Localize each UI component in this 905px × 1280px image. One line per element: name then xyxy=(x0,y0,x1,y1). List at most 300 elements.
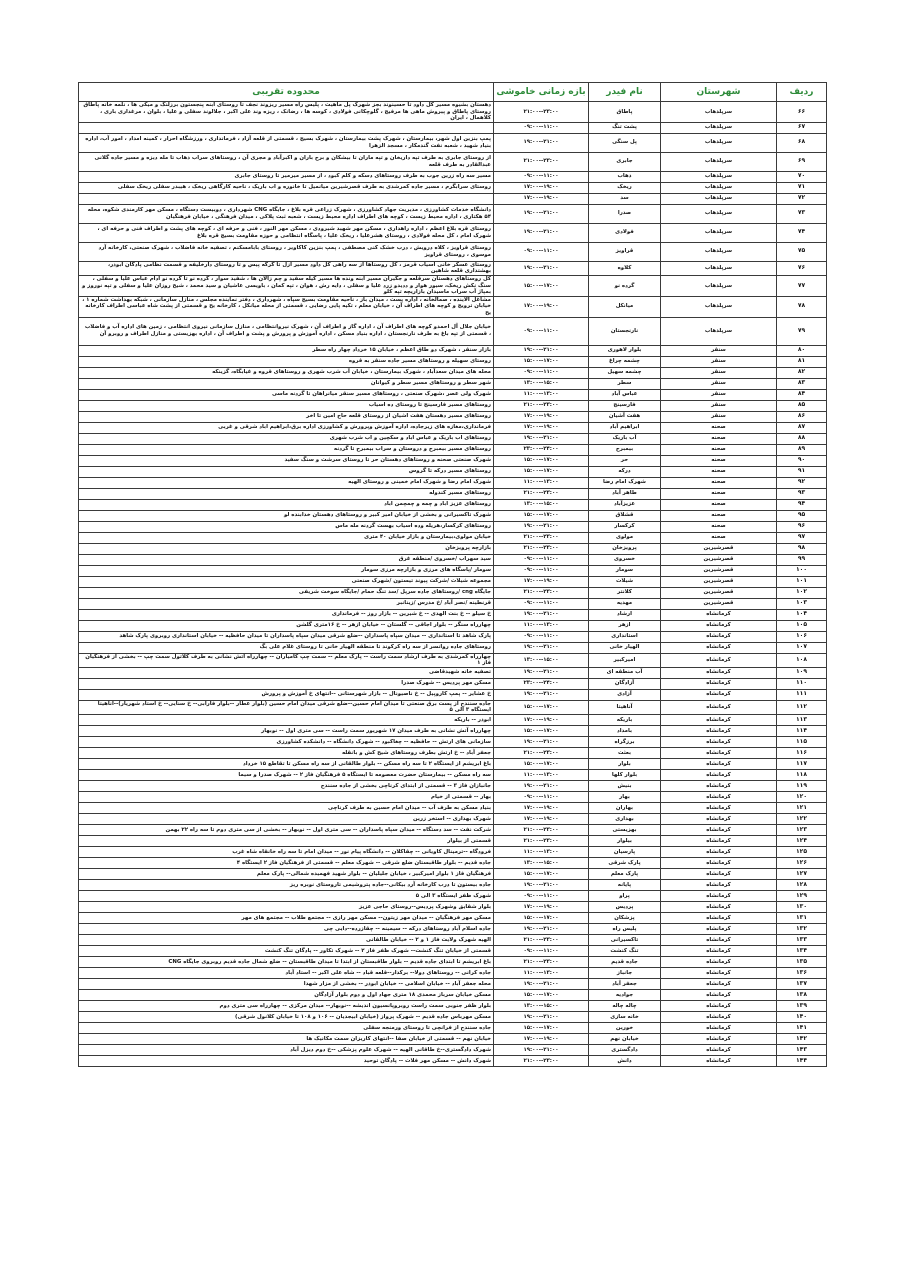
row-number-cell: ۱۳۷ xyxy=(777,978,827,989)
city-cell: کرمانشاه xyxy=(661,1044,777,1055)
outage-hours-cell: ۱۷:۰۰--۱۹:۰۰ xyxy=(494,802,589,813)
table-row xyxy=(79,345,827,356)
table-row xyxy=(79,758,827,769)
table-row xyxy=(79,890,827,901)
table-row xyxy=(79,389,827,400)
outage-hours-cell: ۱۱:۰۰--۱۳:۰۰ xyxy=(494,967,589,978)
city-cell: صحنه xyxy=(661,532,777,543)
outage-hours-cell: ۲۳:۰۰--۲۴:۰۰ xyxy=(494,678,589,689)
row-number-cell: ۱۳۸ xyxy=(777,989,827,1000)
city-cell: سرپلذهاب xyxy=(661,182,777,193)
row-number-cell: ۹۲ xyxy=(777,477,827,488)
table-row xyxy=(79,296,827,317)
outage-hours-cell: ۱۵:۰۰--۱۷:۰۰ xyxy=(494,455,589,466)
row-number-cell: ۱۴۰ xyxy=(777,1011,827,1022)
city-cell: سنقر xyxy=(661,411,777,422)
area-cell: شهرک ظفر ایستگاه ۳ الی ۵ xyxy=(79,890,494,901)
area-cell: مشاغل آلاینده ، صمالخانه ، اداره پست ، میدان باز ، ناحیه مقاومت بسیج سپاه ، شهرداری ، دفتر نماینده مجلس ، منازل سازمانی ، شبکه بهداشت شماره ۱ ، خیابان ترویج و کوچه های اطراف آن ، خیابان معلم ، تکیه پایی رضایی ، قسمتی از محله میانکل ، کارخانه یخ و قسمتی از پشت شاه عباسی اطراف کارخانه یخ xyxy=(79,296,494,317)
feeder-cell: امیرکبیر xyxy=(589,653,661,667)
city-cell: صحنه xyxy=(661,488,777,499)
feeder-cell: بهار xyxy=(589,791,661,802)
table-row xyxy=(79,967,827,978)
table-row xyxy=(79,532,827,543)
outage-hours-cell: ۱۳:۰۰--۱۵:۰۰ xyxy=(494,1000,589,1011)
table-row xyxy=(79,223,827,242)
row-number-cell: ۱۰۶ xyxy=(777,631,827,642)
table-row xyxy=(79,934,827,945)
feeder-cell: عباس آباد xyxy=(589,389,661,400)
table-row xyxy=(79,275,827,296)
feeder-cell: جانباز xyxy=(589,967,661,978)
city-cell: کرمانشاه xyxy=(661,824,777,835)
area-cell: مسکن مهرباس جاده قدیم -- شهرک پرواز (خیابان ابیجدیان -- ۱۰۶ و ۱۰۸ تا خیابان کلانول شرقی) xyxy=(79,1011,494,1022)
outage-hours-cell: ۰۹:۰۰--۱۱:۰۰ xyxy=(494,554,589,565)
feeder-cell: سومار xyxy=(589,565,661,576)
outage-hours-cell: ۱۹:۰۰--۲۱:۰۰ xyxy=(494,133,589,152)
row-number-cell: ۷۵ xyxy=(777,242,827,261)
row-number-cell: ۱۳۹ xyxy=(777,1000,827,1011)
row-number-cell: ۹۹ xyxy=(777,554,827,565)
city-cell: کرمانشاه xyxy=(661,1055,777,1066)
row-number-cell: ۶۷ xyxy=(777,122,827,133)
outage-hours-cell: ۱۷:۰۰--۱۹:۰۰ xyxy=(494,901,589,912)
feeder-cell: درکه xyxy=(589,466,661,477)
area-cell: مسیر سه راه زرین جوب به طرف روستاهای دسکه و کلم کبود ، از مسیر میرمیر تا روستای جابری xyxy=(79,171,494,182)
outage-hours-cell: ۱۵:۰۰--۱۷:۰۰ xyxy=(494,275,589,296)
row-number-cell: ۸۵ xyxy=(777,400,827,411)
outage-hours-cell: ۱۹:۰۰--۲۱:۰۰ xyxy=(494,879,589,890)
row-number-cell: ۱۰۲ xyxy=(777,587,827,598)
table-row xyxy=(79,609,827,620)
feeder-cell: سطر xyxy=(589,378,661,389)
table-row xyxy=(79,422,827,433)
row-number-cell: ۷۰ xyxy=(777,171,827,182)
row-number-cell: ۱۳۰ xyxy=(777,901,827,912)
feeder-cell: حر xyxy=(589,455,661,466)
table-row xyxy=(79,813,827,824)
outage-hours-cell: ۱۹:۰۰--۲۱:۰۰ xyxy=(494,1044,589,1055)
city-cell: کرمانشاه xyxy=(661,653,777,667)
outage-hours-cell: ۱۷:۰۰--۱۹:۰۰ xyxy=(494,193,589,204)
feeder-cell: گرده نو xyxy=(589,275,661,296)
row-number-cell: ۱۴۴ xyxy=(777,1055,827,1066)
row-number-cell: ۱۴۳ xyxy=(777,1044,827,1055)
table-row xyxy=(79,242,827,261)
city-cell: سنقر xyxy=(661,389,777,400)
area-cell: محله های میدان سعدآباد ، شهرک بیمارستان ، خیابان آب شرب شهری و روستاهای قروه و غیابگاه، گزینکه xyxy=(79,367,494,378)
outage-hours-cell: ۱۵:۰۰--۱۷:۰۰ xyxy=(494,466,589,477)
city-cell: سرپلذهاب xyxy=(661,152,777,171)
feeder-cell: صدرا xyxy=(589,204,661,223)
outage-hours-cell: ۲۱:۰۰--۲۳:۰۰ xyxy=(494,152,589,171)
row-number-cell: ۸۳ xyxy=(777,378,827,389)
feeder-cell: خیابان نهم xyxy=(589,1033,661,1044)
table-row xyxy=(79,945,827,956)
city-cell: صحنه xyxy=(661,510,777,521)
city-cell: سرپلذهاب xyxy=(661,171,777,182)
table-row xyxy=(79,912,827,923)
feeder-cell: کلانتر xyxy=(589,587,661,598)
area-cell: باغ ابریشم تا ابتدای جاده قدیم -- بلوار طاقبستان از ابتدا تا میدان طاقبستان -- ضلع شمال جاده قدیم روبروی جایگاه CNG xyxy=(79,956,494,967)
feeder-cell: استانداری xyxy=(589,631,661,642)
table-row xyxy=(79,736,827,747)
city-cell: قصرشیرین xyxy=(661,543,777,554)
feeder-cell: چشمه سهیل xyxy=(589,367,661,378)
outage-hours-cell: ۱۹:۰۰--۲۱:۰۰ xyxy=(494,433,589,444)
city-cell: کرمانشاه xyxy=(661,1022,777,1033)
city-cell: کرمانشاه xyxy=(661,835,777,846)
outage-hours-cell: ۱۹:۰۰--۲۱:۰۰ xyxy=(494,1011,589,1022)
row-number-cell: ۷۴ xyxy=(777,223,827,242)
city-cell: کرمانشاه xyxy=(661,620,777,631)
row-number-cell: ۱۳۲ xyxy=(777,923,827,934)
city-cell: کرمانشاه xyxy=(661,791,777,802)
city-cell: سرپلذهاب xyxy=(661,133,777,152)
table-row xyxy=(79,923,827,934)
city-cell: کرمانشاه xyxy=(661,642,777,653)
row-number-cell: ۸۰ xyxy=(777,345,827,356)
area-cell: روستاهای جاده روانسر از سه راه کرکوند تا منطقه الهیار خانی تا روستای غلام علی بگ xyxy=(79,642,494,653)
city-cell: کرمانشاه xyxy=(661,879,777,890)
area-cell: مسکن مهر پردیس -- شهرک صدرا xyxy=(79,678,494,689)
row-number-cell: ۱۳۱ xyxy=(777,912,827,923)
outage-hours-cell: ۲۱:۰۰--۲۳:۰۰ xyxy=(494,1055,589,1066)
feeder-cell: شیلات xyxy=(589,576,661,587)
feeder-cell: کرکسار xyxy=(589,521,661,532)
table-row xyxy=(79,378,827,389)
row-number-cell: ۱۳۵ xyxy=(777,956,827,967)
feeder-cell: آب منطقه ای xyxy=(589,667,661,678)
city-cell: قصرشیرین xyxy=(661,598,777,609)
area-cell: ابوذر -- باریکه xyxy=(79,714,494,725)
city-cell: سرپلذهاب xyxy=(661,122,777,133)
feeder-cell: بهداری xyxy=(589,813,661,824)
area-cell: شهرک بهداری -- استخر زرین xyxy=(79,813,494,824)
row-number-cell: ۷۱ xyxy=(777,182,827,193)
table-row xyxy=(79,356,827,367)
city-cell: کرمانشاه xyxy=(661,923,777,934)
row-number-cell: ۸۴ xyxy=(777,389,827,400)
area-cell: جاده قدیم -- بلوار طاقبستان ضلع شرقی -- شهرک معلم -- قسمتی از فرهنگیان فاز ۲ ایستگاه ۴ xyxy=(79,857,494,868)
city-cell: کرمانشاه xyxy=(661,609,777,620)
feeder-cell: پردیس xyxy=(589,901,661,912)
area-cell: دهستان بشیوه مسیر کل داود تا حسینوند بجز شهرک پل ماهیت ، پلیس راه مسیر ریزوند نجف تا روستای آبنه پنجستون برزلنگ و میکی ها ، نلمه خانه پاطاق روستای پاطاق و پیروش ماهی ها مرفیج ، گلوچکانی فولادی ، کوسه ها ، رضانک ، ریزه وند علی اکبر ، جلالوند سفلی و علیا ، بلوان ، مرغداری باری ، کلاهمال ، ایران xyxy=(79,102,494,123)
outage-hours-cell: ۱۱:۰۰--۱۳:۰۰ xyxy=(494,620,589,631)
outage-hours-cell: ۲۱:۰۰--۲۳:۰۰ xyxy=(494,956,589,967)
table-row xyxy=(79,521,827,532)
area-cell: پمپ بنزین اول شهر، بیمارستان ، شهرک پشت بیمارستان ، شهرک بسیج ، قسمتی از قلعه آزاد ، فرمانداری ، ورزشگاه احرار ، کمینه امداد ، امور آب، اداره بنیاد شهید ، شعبه نفت گندمکار ، مسجد الزهرا xyxy=(79,133,494,152)
feeder-cell: خانه سازی xyxy=(589,1011,661,1022)
table-row xyxy=(79,700,827,714)
table-row xyxy=(79,554,827,565)
outage-hours-cell: ۲۱:۰۰--۲۳:۰۰ xyxy=(494,532,589,543)
outage-hours-cell: ۱۷:۰۰--۱۹:۰۰ xyxy=(494,714,589,725)
area-cell: شهرک امام رضا و شهرک امام خمینی و روستای الهیه xyxy=(79,477,494,488)
feeder-cell: آب باریک xyxy=(589,433,661,444)
area-cell xyxy=(79,122,494,133)
outage-hours-cell: ۱۹:۰۰--۲۱:۰۰ xyxy=(494,689,589,700)
area-cell: فرودگاه --ترمینال کاویانی -- چقاکلان -- دانشگاه پیام نور -- میدان امام تا سه راه خانقاه شاه غرب xyxy=(79,846,494,857)
city-cell: کرمانشاه xyxy=(661,989,777,1000)
city-cell: کرمانشاه xyxy=(661,758,777,769)
city-cell: کرمانشاه xyxy=(661,780,777,791)
area-cell: جاده سنندج از پست برق صنعتی تا میدان امام حسین--ضلع شرقی میدان امام حسین (بلوار عطار --بلوار فارابی-- خ سنایی-- خ استاد شهریار)--آناهیتا ایستگاه ۳ الی ۵ xyxy=(79,700,494,714)
outage-hours-cell: ۲۱:۰۰--۲۳:۰۰ xyxy=(494,587,589,598)
table-header-row xyxy=(79,83,827,102)
feeder-cell: پارک شرقی xyxy=(589,857,661,868)
city-cell: قصرشیرین xyxy=(661,554,777,565)
row-number-cell: ۱۱۰ xyxy=(777,678,827,689)
row-number-cell: ۱۰۰ xyxy=(777,565,827,576)
row-number-cell: ۱۱۳ xyxy=(777,714,827,725)
city-cell: کرمانشاه xyxy=(661,857,777,868)
row-number-cell: ۱۱۱ xyxy=(777,689,827,700)
outage-hours-cell: ۲۱:۰۰--۲۳:۰۰ xyxy=(494,747,589,758)
area-cell: شهرک تاکسیرانی و بخشی از خیابان امیر کبیر و روستاهای دهستان خدابنده لو xyxy=(79,510,494,521)
table-row xyxy=(79,879,827,890)
area-cell: چهارراه کمرشدی به طرف ارشاد سمت راست -- پارک معلم -- سمت چپ کامیاران -- چهارراه آتش نشانی به طرف کلاتول سمت چپ -- بخشی از فرهنگیان فاز ۱ xyxy=(79,653,494,667)
table-row xyxy=(79,488,827,499)
row-number-cell: ۱۱۵ xyxy=(777,736,827,747)
header-area: محدوده تقریبی xyxy=(79,83,494,102)
outage-hours-cell: ۱۵:۰۰--۱۷:۰۰ xyxy=(494,1022,589,1033)
outage-hours-cell: ۱۳:۰۰--۱۵:۰۰ xyxy=(494,857,589,868)
row-number-cell: ۱۲۶ xyxy=(777,857,827,868)
outage-hours-cell: ۱۷:۰۰--۱۹:۰۰ xyxy=(494,813,589,824)
table-row xyxy=(79,989,827,1000)
outage-hours-cell: ۰۹:۰۰--۱۱:۰۰ xyxy=(494,171,589,182)
outage-hours-cell: ۱۷:۰۰--۱۹:۰۰ xyxy=(494,422,589,433)
row-number-cell: ۶۹ xyxy=(777,152,827,171)
area-cell: روستای قره بلاغ اعظم ، اداره راهداری ، مسکن مهر شهید شیرودی ، مسکن مهر النور ، فنی و حرفه ای ، کوچه های پشت و اطراف فنی و حرفه ای ، شهرک امام ، کل محله فولادی ، روستای هشرعلیا ، ریخک علیا ، پاسگاه انتظامی و حوزه مقاومت بسیج قره بلاغ xyxy=(79,223,494,242)
city-cell: سرپلذهاب xyxy=(661,242,777,261)
table-row xyxy=(79,978,827,989)
row-number-cell: ۱۲۵ xyxy=(777,846,827,857)
feeder-cell: پارک معلم xyxy=(589,868,661,879)
row-number-cell: ۱۰۹ xyxy=(777,667,827,678)
table-row xyxy=(79,204,827,223)
table-row xyxy=(79,725,827,736)
area-cell: بلوار شقایق وشهرک پردیس--روستای حاجی عزیز xyxy=(79,901,494,912)
header-row-number: ردیف xyxy=(777,83,827,102)
outage-hours-cell: ۱۱:۰۰--۱۳:۰۰ xyxy=(494,389,589,400)
feeder-cell: ذهاب xyxy=(589,171,661,182)
table-row xyxy=(79,1044,827,1055)
outage-hours-cell: ۲۱:۰۰--۲۳:۰۰ xyxy=(494,400,589,411)
city-cell: کرمانشاه xyxy=(661,700,777,714)
table-row xyxy=(79,824,827,835)
area-cell: شهرک دادگستری--خ طاقانی الهیه -- شهرک علوم پزشکی --خ دوم دیزل آباد xyxy=(79,1044,494,1055)
row-number-cell: ۱۳۶ xyxy=(777,967,827,978)
row-number-cell: ۱۳۳ xyxy=(777,934,827,945)
area-cell: سومار /پاسگاه های مرزی و بازارچه مرزی سومار xyxy=(79,565,494,576)
area-cell: بنیاد مسکن به طرف آب -- میدان امام حسین به طرف کرناچی xyxy=(79,802,494,813)
table-row xyxy=(79,901,827,912)
outage-hours-cell: ۱۹:۰۰--۲۱:۰۰ xyxy=(494,345,589,356)
row-number-cell: ۱۲۴ xyxy=(777,835,827,846)
row-number-cell: ۱۳۴ xyxy=(777,945,827,956)
city-cell: کرمانشاه xyxy=(661,846,777,857)
feeder-cell: جوادیه xyxy=(589,989,661,1000)
outage-hours-cell: ۲۱:۰۰--۲۳:۰۰ xyxy=(494,824,589,835)
table-row xyxy=(79,780,827,791)
table-row xyxy=(79,642,827,653)
area-cell: روستای قراویز ، کلاه درویش ، درب خشک کنی مصطفی ، پمپ بنزین کاکاویر ، روستای بابامسکنم ، تصفیه خانه فاضلاب ، شهرک صنعتی، کارخانه آرد موسوی ، روستای قراویز xyxy=(79,242,494,261)
feeder-cell: فارسینج xyxy=(589,400,661,411)
city-cell: سنقر xyxy=(661,367,777,378)
city-cell: کرمانشاه xyxy=(661,747,777,758)
row-number-cell: ۹۸ xyxy=(777,543,827,554)
table-row xyxy=(79,477,827,488)
row-number-cell: ۱۲۳ xyxy=(777,824,827,835)
row-number-cell: ۷۷ xyxy=(777,275,827,296)
area-cell: بازارچه پرویزخان xyxy=(79,543,494,554)
row-number-cell: ۱۱۲ xyxy=(777,700,827,714)
area-cell: خیابان جلال آل احمدو کوچه های اطراف آن ، اداره گاز و اطراف آن ، شهرک نیروانتظامی ، منازل سازمانی نیروی انتظامی ، زمین های اداره آب و فاضلاب ، قسمتی از تپه باغ به طرف نارنجستان ، اداره بنیاد مسکن ، اداره آموزش و پرورش و پشت و اطراف آن ، اداره بهزیستی و منازل اطراف و روبرو آن xyxy=(79,317,494,345)
row-number-cell: ۱۰۱ xyxy=(777,576,827,587)
feeder-cell: باریکه xyxy=(589,714,661,725)
area-cell: شهرک ولی عصر ،شهرک صنعتی ، روستاهای مسیر سنقر میانراهان تا گردنه ماسی xyxy=(79,389,494,400)
city-cell: سنقر xyxy=(661,345,777,356)
feeder-cell: آزادی xyxy=(589,689,661,700)
area-cell: باغ ابریشم از ایستگاه ۲ تا سه راه مسکن -- بلوار طالقانی از سه راه مسکن تا تقاطع ۱۵ خرداد xyxy=(79,758,494,769)
area-cell: روستاهای مسیر کندوله xyxy=(79,488,494,499)
feeder-cell: پاطاق xyxy=(589,102,661,123)
feeder-cell: نارنجستان xyxy=(589,317,661,345)
row-number-cell: ۱۲۹ xyxy=(777,890,827,901)
table-row xyxy=(79,499,827,510)
area-cell: مسکن مهر فرهنگیان -- میدان مهر زیتون-- مسکن مهر رازی -- مجتمع طلاب -- مجتمع های مهر xyxy=(79,912,494,923)
feeder-cell: برزگراه xyxy=(589,736,661,747)
city-cell: کرمانشاه xyxy=(661,934,777,945)
outage-hours-cell: ۱۹:۰۰--۲۱:۰۰ xyxy=(494,667,589,678)
row-number-cell: ۱۰۳ xyxy=(777,598,827,609)
table-row xyxy=(79,1033,827,1044)
table-row xyxy=(79,576,827,587)
city-cell: سرپلذهاب xyxy=(661,204,777,223)
city-cell: سرپلذهاب xyxy=(661,317,777,345)
area-cell: بازار سنقر ، شهرک دو طاق اعظم ، خیابان ۱۵ خرداد چهار راه سطر xyxy=(79,345,494,356)
area-cell: محله جعفر آباد -- خیابان اسلامی -- خیابان ابوذر -- بخشی از مزار شهدا xyxy=(79,978,494,989)
table-row xyxy=(79,857,827,868)
table-row xyxy=(79,631,827,642)
area-cell: خیابان نهم -- قسمتی از خیابان صفا --انتهای کاریزان سمت مکانیک ها xyxy=(79,1033,494,1044)
table-row xyxy=(79,769,827,780)
outage-hours-cell: ۲۱:۰۰--۲۳:۰۰ xyxy=(494,102,589,123)
table-row xyxy=(79,411,827,422)
table-row xyxy=(79,543,827,554)
feeder-cell: ابراهیم آباد xyxy=(589,422,661,433)
outage-hours-cell: ۰۹:۰۰--۱۱:۰۰ xyxy=(494,367,589,378)
city-cell: کرمانشاه xyxy=(661,813,777,824)
outage-hours-cell: ۱۷:۰۰--۱۹:۰۰ xyxy=(494,1033,589,1044)
outage-hours-cell: ۱۳:۰۰--۱۵:۰۰ xyxy=(494,499,589,510)
city-cell: کرمانشاه xyxy=(661,667,777,678)
area-cell: تصفیه خانه شهیدقاضی xyxy=(79,667,494,678)
table-row xyxy=(79,455,827,466)
table-row xyxy=(79,714,827,725)
outage-hours-cell: ۱۷:۰۰--۱۹:۰۰ xyxy=(494,576,589,587)
table-row xyxy=(79,802,827,813)
city-cell: صحنه xyxy=(661,455,777,466)
area-cell: روستای سرابگرم ، مسیر جاده کمرشدی به طرف قصرشیرین میانمیل تا خانوره و اب باریک ، ناحیه کارگاهی ریخک ، هیبدر سفلی ریخک سفلی xyxy=(79,182,494,193)
area-cell: سازمانی های ارتش -- حافظیه -- چغاکبود -- شهرک دانشگاه -- دانشکده کشاورزی xyxy=(79,736,494,747)
area-cell: خیابان مولوی،بیمارستان و بازار خیابان ۴۰ متری xyxy=(79,532,494,543)
area-cell: خ عشایر -- پمپ کاروپیل -- خ ناصیونال -- بازار شهرستانی --انتهای خ آموزش و پرورش xyxy=(79,689,494,700)
outage-hours-cell: ۱۹:۰۰--۲۱:۰۰ xyxy=(494,261,589,275)
feeder-cell: پارسیان xyxy=(589,846,661,857)
city-cell: کرمانشاه xyxy=(661,802,777,813)
city-cell: کرمانشاه xyxy=(661,912,777,923)
table-row xyxy=(79,1022,827,1033)
table-row xyxy=(79,678,827,689)
outage-hours-cell: ۱۹:۰۰--۲۱:۰۰ xyxy=(494,923,589,934)
feeder-cell: جاده قدیم xyxy=(589,956,661,967)
feeder-cell: طاهر آباد xyxy=(589,488,661,499)
row-number-cell: ۱۲۸ xyxy=(777,879,827,890)
city-cell: صحنه xyxy=(661,444,777,455)
outage-hours-cell: ۲۱:۰۰--۲۳:۰۰ xyxy=(494,934,589,945)
outage-hours-cell: ۱۷:۰۰--۱۹:۰۰ xyxy=(494,182,589,193)
outage-hours-cell: ۱۳:۰۰--۱۵:۰۰ xyxy=(494,653,589,667)
table-row xyxy=(79,846,827,857)
table-row xyxy=(79,587,827,598)
area-cell: بهار -- قسمتی از خیام xyxy=(79,791,494,802)
outage-hours-cell: ۱۵:۰۰--۱۷:۰۰ xyxy=(494,912,589,923)
row-number-cell: ۱۰۸ xyxy=(777,653,827,667)
city-cell: سرپلذهاب xyxy=(661,275,777,296)
city-cell: سرپلذهاب xyxy=(661,261,777,275)
header-feeder: نام فیدر xyxy=(589,83,661,102)
area-cell: روستاهای اب باریک و عباس اباد و سکچین و اب شرب شهری xyxy=(79,433,494,444)
city-cell: قصرشیرین xyxy=(661,587,777,598)
feeder-cell: ریخک xyxy=(589,182,661,193)
feeder-cell: پزشکان xyxy=(589,912,661,923)
header-city: شهرستان xyxy=(661,83,777,102)
city-cell: صحنه xyxy=(661,499,777,510)
city-cell: سنقر xyxy=(661,400,777,411)
outage-hours-cell: ۲۱:۰۰--۲۳:۰۰ xyxy=(494,488,589,499)
feeder-cell: خسروی xyxy=(589,554,661,565)
city-cell: کرمانشاه xyxy=(661,956,777,967)
city-cell: کرمانشاه xyxy=(661,967,777,978)
outage-hours-cell: ۱۵:۰۰--۱۷:۰۰ xyxy=(494,758,589,769)
table-row xyxy=(79,689,827,700)
city-cell: کرمانشاه xyxy=(661,978,777,989)
area-cell: روستاهای مسیر بیمبرج و دروستان و سراب بیمبرج تا گردنه xyxy=(79,444,494,455)
feeder-cell: فولادی xyxy=(589,223,661,242)
row-number-cell: ۹۶ xyxy=(777,521,827,532)
header-outage-hours: بازه زمانی خاموشی xyxy=(494,83,589,102)
table-row xyxy=(79,133,827,152)
row-number-cell: ۱۲۰ xyxy=(777,791,827,802)
city-cell: کرمانشاه xyxy=(661,1000,777,1011)
city-cell: قصرشیرین xyxy=(661,565,777,576)
row-number-cell: ۶۶ xyxy=(777,102,827,123)
table-row xyxy=(79,433,827,444)
area-cell: بلوار ظفر جنوبی سمت راست روبروپانسیون اندیشه --نوبهار-- میدان مرکزی -- چهارراه سی متری دوم xyxy=(79,1000,494,1011)
feeder-cell: بلوار کلها xyxy=(589,769,661,780)
feeder-cell: پلیس راه xyxy=(589,923,661,934)
outage-hours-cell: ۰۹:۰۰--۱۱:۰۰ xyxy=(494,791,589,802)
city-cell: سنقر xyxy=(661,378,777,389)
row-number-cell: ۱۱۹ xyxy=(777,780,827,791)
feeder-cell: قراویز xyxy=(589,242,661,261)
table-row xyxy=(79,956,827,967)
table-row xyxy=(79,466,827,477)
area-cell: قرنطینه /نصر آباد /خ مدرس /زینانبر xyxy=(79,598,494,609)
area-cell: از روستای جابری به طرف تپه داریخان و تپه ماران تا بیشکان و برج باران و اکبرآباد و مجری آن ، روستاهای سراب ذهاب تا مله دیزه و مسیر جاده گلانی عبدالقادر به طرف قلعه xyxy=(79,152,494,171)
